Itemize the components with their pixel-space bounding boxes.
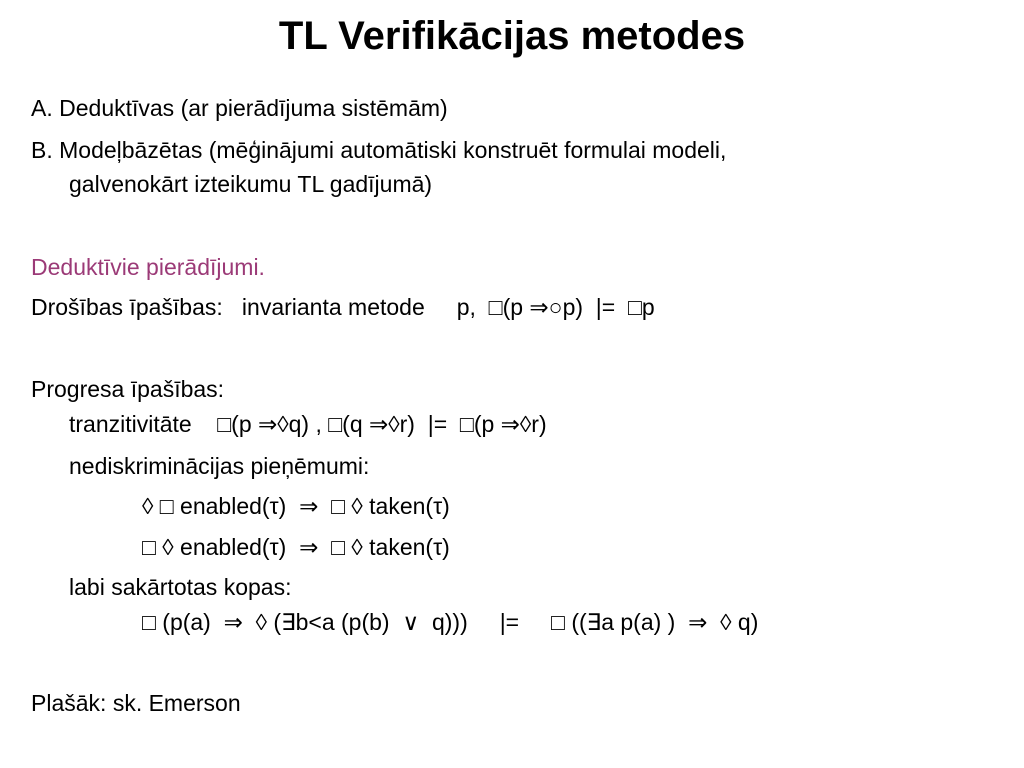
slide-title: TL Verifikācijas metodes [278, 14, 746, 58]
fairness-formula-2: □ ◊ enabled(τ) ⇒ □ ◊ taken(τ) [142, 534, 450, 560]
well-ordered-sets-heading: labi sakārtotas kopas: [69, 574, 292, 600]
transitivity-line: tranzitivitāte □(p ⇒◊q) , □(q ⇒◊r) |= □(p ⇒◊r) [69, 411, 547, 437]
progress-properties-heading: Progresa īpašības: [31, 376, 225, 402]
item-b-model-based: B. Modeļbāzētas (mēģinājumi automātiski konstruēt formulai modeli, [31, 137, 727, 163]
further-reading-line: Plašāk: sk. Emerson [31, 690, 241, 716]
fairness-formula-1: ◊ □ enabled(τ) ⇒ □ ◊ taken(τ) [142, 493, 450, 519]
safety-properties-line: Drošības īpašības: invarianta metode p, □(p ⇒○p) |= □p [31, 294, 655, 320]
item-a-deductive: A. Deduktīvas (ar pierādījuma sistēmām) [31, 95, 448, 121]
nondiscrimination-heading: nediskriminācijas pieņēmumi: [69, 453, 370, 479]
well-ordered-formula: □ (p(a) ⇒ ◊ (∃b<a (p(b) ∨ q))) |= □ ((∃a p(a) ) ⇒ ◊ q) [142, 609, 759, 635]
item-b-continuation: galvenokārt izteikumu TL gadījumā) [69, 171, 433, 197]
deductive-proofs-heading: Deduktīvie pierādījumi. [31, 254, 265, 280]
